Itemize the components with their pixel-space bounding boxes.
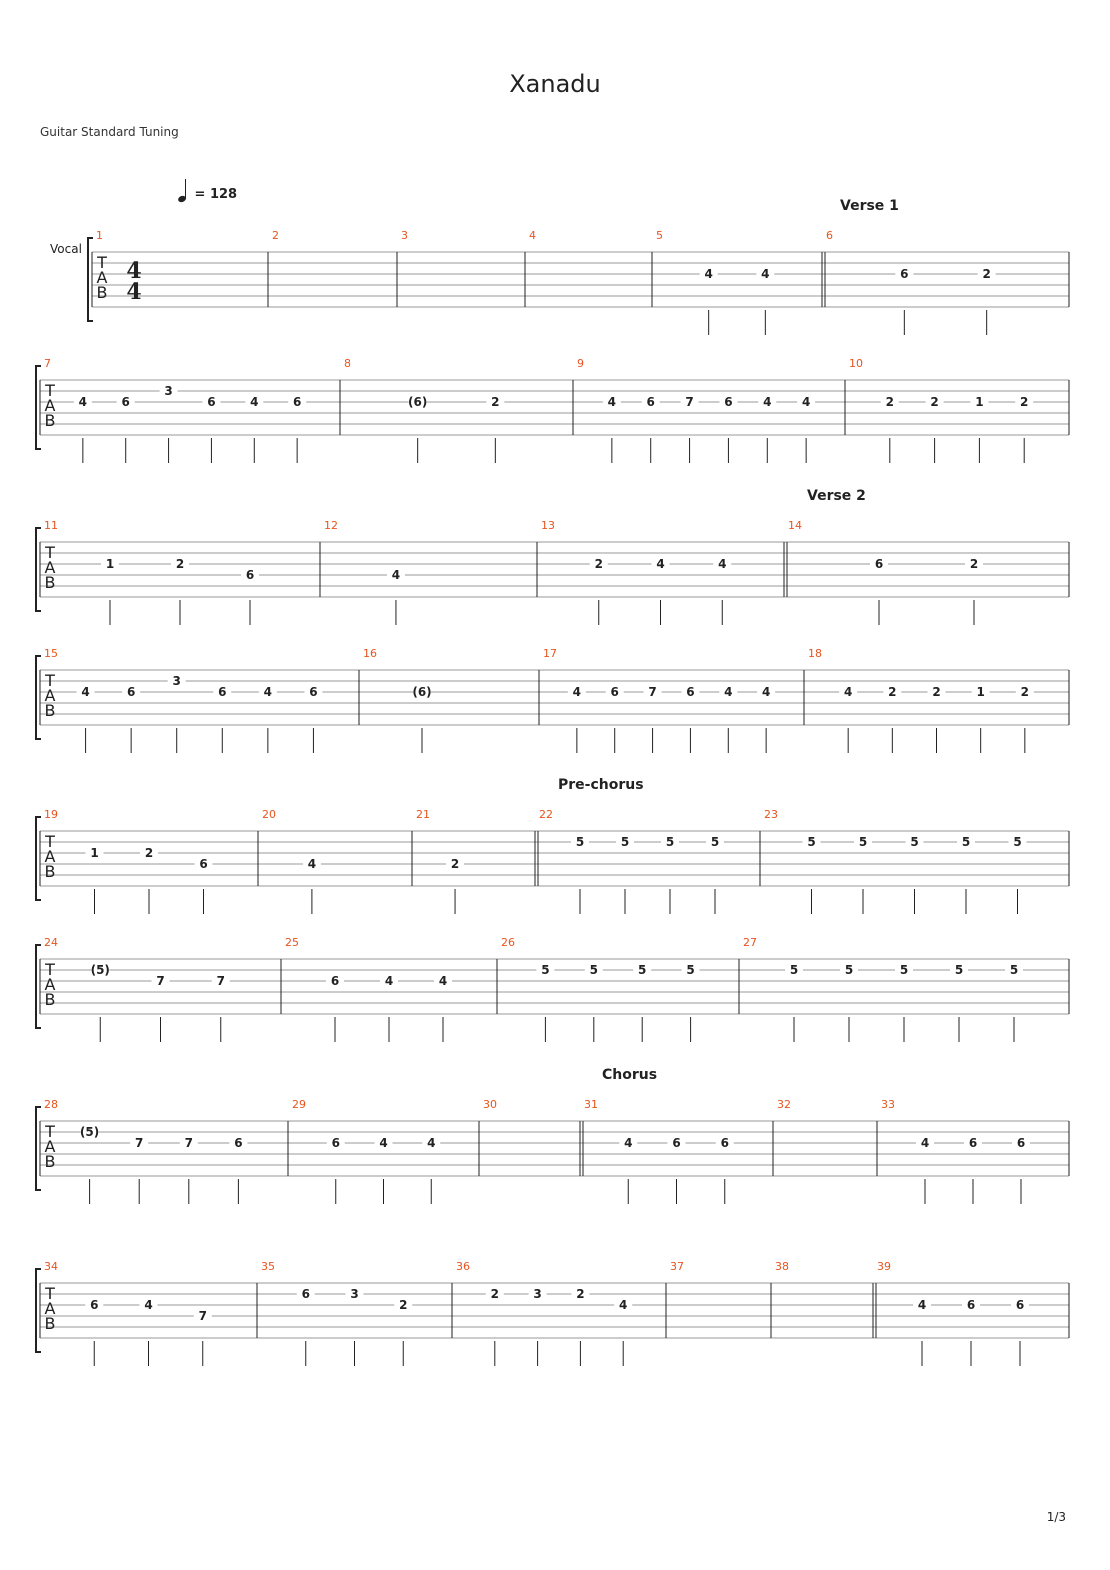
fret-number: (5): [90, 963, 110, 977]
fret-number: 4: [572, 685, 582, 699]
tab-clef-letter: T: [45, 960, 55, 979]
tempo-value: = 128: [194, 187, 238, 202]
measure-number: 4: [529, 229, 536, 242]
fret-number: 4: [427, 1136, 436, 1150]
fret-number: 6: [874, 557, 884, 571]
fret-number: 5: [954, 963, 964, 977]
section-label-verse1: Verse 1: [840, 198, 899, 214]
fret-number: 2: [450, 857, 460, 871]
fret-number: 2: [399, 1298, 408, 1312]
measure-number: 8: [344, 357, 351, 370]
fret-number: 4: [607, 395, 617, 409]
tab-clef-letter: A: [44, 686, 56, 705]
page-number: 1/3: [1046, 1510, 1066, 1524]
tab-clef-letter: A: [44, 847, 56, 866]
fret-number: 6: [968, 1136, 978, 1150]
measure-number: 11: [44, 519, 58, 532]
fret-number: 2: [982, 267, 991, 281]
tab-clef-letter: B: [44, 573, 56, 592]
fret-number: 5: [575, 835, 585, 849]
song-title: Xanadu: [509, 70, 601, 98]
tab-clef-letter: T: [45, 671, 55, 690]
instrument-label: Vocal: [50, 242, 82, 256]
section-label-prechorus: Pre-chorus: [558, 777, 644, 793]
fret-number: 4: [379, 1136, 388, 1150]
tab-clef-letter: B: [44, 701, 56, 720]
measure-number: 5: [656, 229, 663, 242]
measure-number: 38: [775, 1260, 789, 1273]
fret-number: 5: [1013, 835, 1022, 849]
fret-number: 5: [665, 835, 675, 849]
fret-number: 4: [917, 1298, 927, 1312]
fret-number: 5: [686, 963, 695, 977]
fret-number: 7: [156, 974, 165, 988]
fret-number: 6: [1016, 1136, 1026, 1150]
fret-number: 7: [198, 1309, 207, 1323]
measure-number: 9: [577, 357, 584, 370]
fret-number: 4: [801, 395, 811, 409]
measure-number: 25: [285, 936, 299, 949]
fret-number: 6: [199, 857, 208, 871]
measure-number: 16: [363, 647, 377, 660]
fret-number: 4: [144, 1298, 153, 1312]
fret-number: 5: [620, 835, 630, 849]
measure-number: 36: [456, 1260, 470, 1273]
tab-clef-letter: B: [44, 411, 56, 430]
fret-number: 3: [172, 674, 181, 688]
fret-number: 4: [761, 685, 771, 699]
measure-number: 23: [764, 808, 778, 821]
fret-number: 6: [686, 685, 695, 699]
tab-clef-letter: A: [44, 975, 56, 994]
fret-number: 6: [720, 1136, 729, 1150]
fret-number: 4: [307, 857, 317, 871]
fret-number: 4: [624, 1136, 633, 1150]
time-signature-top: 4: [126, 258, 142, 284]
fret-number: 1: [90, 846, 99, 860]
fret-number: 6: [610, 685, 619, 699]
fret-number: 5: [710, 835, 720, 849]
fret-number: 5: [961, 835, 971, 849]
fret-number: 5: [1009, 963, 1019, 977]
fret-number: (6): [408, 395, 428, 409]
fret-number: 6: [330, 974, 340, 988]
tab-clef-letter: B: [96, 283, 108, 302]
measure-number: 33: [881, 1098, 895, 1111]
measure-number: 15: [44, 647, 58, 660]
measure-number: 10: [849, 357, 863, 370]
fret-number: 6: [301, 1287, 310, 1301]
time-signature-bottom: 4: [126, 279, 142, 305]
fret-number: 7: [184, 1136, 193, 1150]
measure-number: 18: [808, 647, 822, 660]
fret-number: 6: [126, 685, 136, 699]
fret-number: 6: [218, 685, 227, 699]
tab-clef-letter: T: [97, 253, 107, 272]
fret-number: 5: [638, 963, 647, 977]
measure-number: 26: [501, 936, 515, 949]
measure-number: 1: [96, 229, 103, 242]
fret-number: 2: [490, 1287, 499, 1301]
fret-number: 7: [216, 974, 225, 988]
tab-clef-letter: T: [45, 1122, 55, 1141]
measure-number: 12: [324, 519, 338, 532]
measure-number: 39: [877, 1260, 891, 1273]
measure-number: 3: [401, 229, 408, 242]
fret-number: 4: [763, 395, 772, 409]
section-label-chorus: Chorus: [602, 1067, 658, 1083]
fret-number: 2: [1020, 685, 1030, 699]
measure-number: 14: [788, 519, 802, 532]
tab-clef-letter: A: [96, 268, 108, 287]
fret-number: 6: [966, 1298, 976, 1312]
fret-number: 6: [900, 267, 909, 281]
measure-number: 17: [543, 647, 557, 660]
fret-number: 5: [899, 963, 909, 977]
measure-number: 30: [483, 1098, 497, 1111]
fret-number: 4: [263, 685, 273, 699]
fret-number: 4: [724, 685, 733, 699]
fret-number: 2: [932, 685, 941, 699]
measure-number: 37: [670, 1260, 684, 1273]
fret-number: 4: [250, 395, 259, 409]
fret-number: 6: [672, 1136, 681, 1150]
tab-clef-letter: T: [45, 832, 55, 851]
tab-clef-letter: B: [44, 1314, 56, 1333]
measure-number: 27: [743, 936, 757, 949]
measure-number: 32: [777, 1098, 791, 1111]
fret-number: 2: [930, 395, 939, 409]
fret-number: 6: [121, 395, 130, 409]
fret-number: 4: [81, 685, 90, 699]
fret-number: 4: [438, 974, 448, 988]
measure-number: 19: [44, 808, 58, 821]
measure-number: 6: [826, 229, 833, 242]
fret-number: 6: [1015, 1298, 1025, 1312]
tab-clef-letter: B: [44, 862, 56, 881]
measure-number: 20: [262, 808, 276, 821]
fret-number: 2: [491, 395, 500, 409]
fret-number: 2: [969, 557, 979, 571]
fret-number: 6: [309, 685, 318, 699]
tab-clef-letter: T: [45, 1284, 55, 1303]
measure-number: 29: [292, 1098, 306, 1111]
fret-number: 6: [724, 395, 733, 409]
fret-number: 5: [844, 963, 854, 977]
fret-number: 1: [975, 395, 984, 409]
tuning-label: Guitar Standard Tuning: [40, 125, 179, 139]
measure-number: 24: [44, 936, 58, 949]
tab-clef-letter: A: [44, 558, 56, 577]
tab-clef-letter: B: [44, 1152, 56, 1171]
fret-number: 5: [789, 963, 799, 977]
fret-number: 5: [589, 963, 598, 977]
fret-number: 2: [144, 846, 154, 860]
tab-clef-letter: B: [44, 990, 56, 1009]
fret-number: 6: [207, 395, 216, 409]
measure-number: 2: [272, 229, 279, 242]
fret-number: 5: [541, 963, 550, 977]
fret-number: 4: [656, 557, 665, 571]
fret-number: 6: [90, 1298, 99, 1312]
fret-number: 3: [533, 1287, 542, 1301]
fret-number: 2: [594, 557, 603, 571]
tab-clef-letter: A: [44, 1299, 56, 1318]
fret-number: 4: [843, 685, 853, 699]
fret-number: 2: [576, 1287, 585, 1301]
fret-number: 4: [704, 267, 713, 281]
fret-number: 7: [648, 685, 657, 699]
fret-number: 6: [646, 395, 655, 409]
section-label-verse2: Verse 2: [807, 488, 866, 504]
fret-number: (6): [412, 685, 432, 699]
tab-clef-letter: A: [44, 396, 56, 415]
fret-number: 3: [164, 384, 173, 398]
measure-number: 13: [541, 519, 555, 532]
fret-number: 6: [234, 1136, 243, 1150]
fret-number: 5: [910, 835, 919, 849]
fret-number: 4: [391, 568, 401, 582]
fret-number: 4: [78, 395, 88, 409]
fret-number: 6: [245, 568, 255, 582]
fret-number: 2: [885, 395, 894, 409]
measure-number: 7: [44, 357, 51, 370]
tab-clef-letter: T: [45, 381, 55, 400]
measure-number: 35: [261, 1260, 275, 1273]
fret-number: 2: [1020, 395, 1029, 409]
fret-number: 5: [807, 835, 816, 849]
fret-number: 1: [976, 685, 985, 699]
fret-number: 4: [718, 557, 727, 571]
fret-number: 1: [105, 557, 115, 571]
fret-number: 4: [384, 974, 394, 988]
tab-clef-letter: T: [45, 543, 55, 562]
fret-number: 4: [619, 1298, 628, 1312]
measure-number: 34: [44, 1260, 58, 1273]
fret-number: 4: [920, 1136, 930, 1150]
fret-number: 5: [858, 835, 868, 849]
fret-number: 6: [331, 1136, 340, 1150]
measure-number: 22: [539, 808, 553, 821]
fret-number: 4: [761, 267, 770, 281]
fret-number: 6: [292, 395, 302, 409]
fret-number: 7: [135, 1136, 144, 1150]
measure-number: 31: [584, 1098, 598, 1111]
fret-number: 2: [888, 685, 897, 699]
measure-number: 21: [416, 808, 430, 821]
fret-number: 2: [175, 557, 185, 571]
fret-number: 3: [350, 1287, 359, 1301]
tab-clef-letter: A: [44, 1137, 56, 1156]
fret-number: 7: [685, 395, 694, 409]
fret-number: (5): [79, 1125, 100, 1139]
measure-number: 28: [44, 1098, 58, 1111]
